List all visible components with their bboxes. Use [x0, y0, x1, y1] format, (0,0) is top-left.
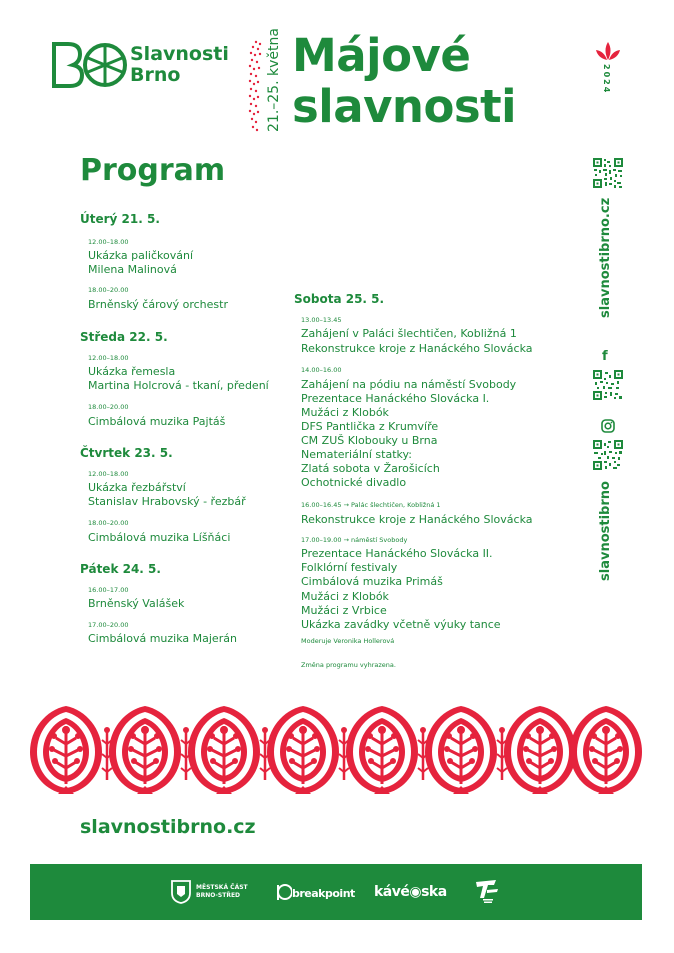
event-time: 18.00–20.00 [88, 286, 129, 294]
event-line: Martina Holcrová - tkaní, předení [88, 379, 269, 392]
year-text: 2024 [602, 64, 611, 95]
event-line: Zahájení na pódiu na náměstí Svobody [301, 378, 517, 391]
event-line: Mužáci z Vrbice [301, 604, 387, 617]
event-time: 12.00–18.00 [88, 238, 129, 246]
flower-icon [594, 40, 622, 62]
event-line: Prezentace Hanáckého Slovácka II. [301, 547, 493, 560]
day-heading: Úterý 21. 5. [80, 212, 160, 226]
event-line: Ukázka řemesla [88, 365, 176, 378]
logo-line2: Brno [130, 64, 181, 86]
sidebar-url-bottom[interactable] [596, 481, 616, 581]
sidebar-url-bottom-text: slavnostibrno [598, 481, 613, 581]
event-line: Folklórní festivaly [301, 561, 398, 574]
logo-line1: Slavnosti [130, 43, 229, 65]
day-heading: Čtvrtek 23. 5. [80, 446, 173, 460]
event-time: 17.00–19.00 → náměstí Svobody [301, 536, 408, 544]
event-line: Brněnský Valášek [88, 597, 185, 610]
sidebar-url-top-text: slavnostibrno.cz [598, 197, 613, 318]
event-line: Ochotnické divadlo [301, 476, 407, 489]
event-time: 12.00–18.00 [88, 354, 129, 362]
date-range-vertical [264, 28, 286, 132]
slavnosti-brno-logo-icon [48, 40, 128, 90]
website-url[interactable]: slavnostibrno.cz [80, 816, 256, 838]
day-friday [80, 562, 161, 576]
title-line1: Májové [292, 29, 471, 82]
day-heading: Středa 22. 5. [80, 330, 168, 344]
event-line: DFS Pantlička z Krumvíře [301, 420, 439, 433]
event-line: Cimbálová muzika Líšňáci [88, 531, 231, 544]
title-line2: slavnosti [292, 80, 517, 133]
event-line: Nemateriální statky: [301, 448, 412, 461]
sponsor-mestska-line2: BRNO-STŘED [196, 892, 241, 899]
breakpoint-logo-icon [276, 883, 292, 901]
logo-wordmark [130, 44, 229, 86]
event-time: 16.00–17.00 [88, 586, 129, 594]
day-heading: Pátek 24. 5. [80, 562, 161, 576]
brno-stred-crest-icon [171, 880, 191, 904]
moderator-note: Moderuje Veronika Hollerová [301, 637, 395, 645]
event-time: 13.00–13.45 [301, 316, 342, 324]
event-line: CM ZUŠ Klobouky u Brna [301, 434, 438, 447]
qr-code-icon [593, 370, 623, 400]
event-time: 17.00–20.00 [88, 621, 129, 629]
event-line: Rekonstrukce kroje z Hanáckého Slovácka [301, 513, 533, 526]
program-heading: Program [80, 153, 226, 188]
event-line: Ukázka zavádky včetně výuky tance [301, 618, 501, 631]
event-line: Cimbálová muzika Majerán [88, 632, 237, 645]
event-time: 14.00–16.00 [301, 366, 342, 374]
day-wednesday [80, 330, 168, 344]
folk-ornament-border [28, 702, 648, 797]
event-line: Zlatá sobota v Žarošicích [301, 462, 440, 475]
event-line: Prezentace Hanáckého Slovácka I. [301, 392, 490, 405]
event-line: Mužáci z Klobók [301, 406, 389, 419]
event-line: Cimbálová muzika Primáš [301, 575, 443, 588]
event-line: Cimbálová muzika Pajtáš [88, 415, 226, 428]
sponsor-mestska-cast[interactable] [196, 884, 248, 900]
year-vertical [598, 64, 616, 98]
event-line: Brněnský čárový orchestr [88, 298, 228, 311]
page-title [292, 30, 516, 132]
event-line: Rekonstrukce kroje z Hanáckého Slovácka [301, 342, 533, 355]
sidebar-url-top[interactable] [596, 197, 616, 318]
event-line: Ukázka řezbářství [88, 481, 186, 494]
sponsor-breakpoint[interactable]: breakpoint [292, 887, 355, 900]
date-range-text: 21.–25. května [266, 28, 282, 132]
event-line: Mužáci z Klobók [301, 590, 389, 603]
facebook-icon[interactable]: f [602, 349, 608, 364]
day-saturday: Sobota 25. 5. [294, 292, 385, 306]
qr-code-icon [593, 158, 623, 188]
instagram-icon[interactable] [601, 419, 615, 433]
sponsor-mestska-line1: MĚSTSKÁ ČÁST [196, 884, 248, 891]
event-line: Stanislav Hrabovský - řezbář [88, 495, 246, 508]
event-time: 18.00–20.00 [88, 403, 129, 411]
change-note: Změna programu vyhrazena. [301, 661, 396, 669]
event-line: Zahájení v Paláci šlechtičen, Kobližná 1 [301, 327, 517, 340]
day-thursday [80, 446, 173, 460]
day-tuesday [80, 212, 160, 226]
qr-code-icon [593, 440, 623, 470]
event-time: 12.00–18.00 [88, 470, 129, 478]
event-time: 16.00–16.45 → Palác šlechtičen, Kobližná 1 [301, 501, 441, 509]
theatre-logo-icon[interactable] [474, 878, 500, 904]
event-line: Milena Malinová [88, 263, 177, 276]
sponsor-kaveoska[interactable]: kávé◉ska [374, 884, 447, 900]
sponsor-footer [30, 864, 642, 920]
event-time: 18.00–20.00 [88, 519, 129, 527]
event-line: Ukázka paličkování [88, 249, 194, 262]
